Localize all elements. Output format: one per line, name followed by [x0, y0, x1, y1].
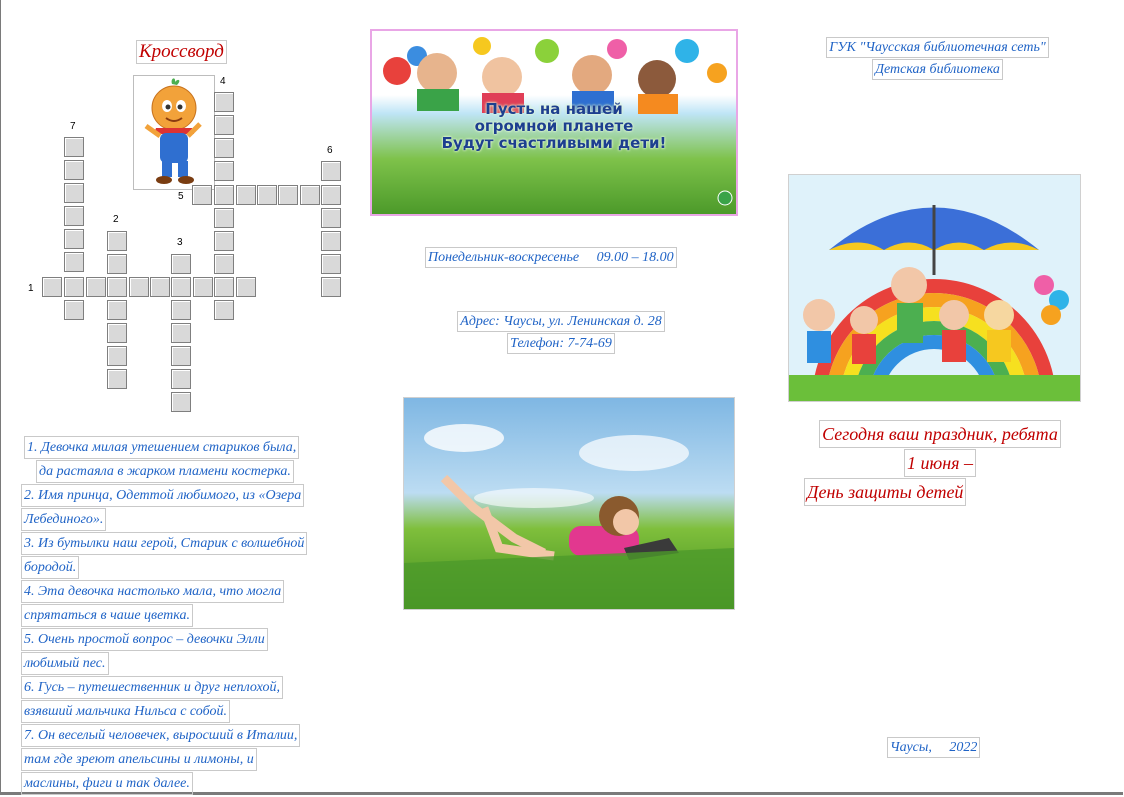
crossword-cell[interactable]	[107, 254, 127, 274]
crossword-cell[interactable]	[64, 229, 84, 249]
crossword-cell[interactable]	[192, 185, 212, 205]
crossword-cell[interactable]	[236, 277, 256, 297]
clue-line: маслины, фиги и так далее.	[21, 772, 193, 795]
crossword-cell[interactable]	[171, 277, 191, 297]
clue-number-7: 7	[70, 121, 76, 132]
crossword-clues	[21, 436, 361, 796]
clue-number-6: 6	[327, 145, 333, 156]
crossword-cell[interactable]	[321, 231, 341, 251]
crossword-cell[interactable]	[107, 277, 127, 297]
crossword-cell[interactable]	[214, 115, 234, 135]
crossword-cell[interactable]	[171, 300, 191, 320]
crossword-cell[interactable]	[107, 231, 127, 251]
banner-caption	[372, 101, 736, 152]
crossword-cell[interactable]	[214, 254, 234, 274]
clue-number-4: 4	[220, 76, 226, 87]
crossword-cell[interactable]	[278, 185, 298, 205]
library-name: Детская библиотека	[872, 59, 1003, 80]
onion-boy-illustration	[133, 75, 215, 190]
holiday-line-3: День защиты детей	[804, 478, 966, 506]
crossword-cell[interactable]	[214, 92, 234, 112]
crossword-cell[interactable]	[214, 277, 234, 297]
crossword-cell[interactable]	[64, 252, 84, 272]
crossword-cell[interactable]	[64, 137, 84, 157]
crossword-cell[interactable]	[129, 277, 149, 297]
crossword-cell[interactable]	[171, 392, 191, 412]
banner-line-3: Будут счастливыми дети!	[441, 134, 667, 152]
crossword-cell[interactable]	[64, 277, 84, 297]
crossword-cell[interactable]	[214, 300, 234, 320]
crossword-cell[interactable]	[86, 277, 106, 297]
clue-line: 4. Эта девочка настолько мала, что могла	[21, 580, 284, 603]
holiday-line-1: Сегодня ваш праздник, ребята	[819, 420, 1061, 448]
crossword-cell[interactable]	[171, 346, 191, 366]
crossword-cell[interactable]	[257, 185, 277, 205]
footer-city-year: Чаусы, 2022	[887, 737, 980, 759]
crossword-cell[interactable]	[64, 160, 84, 180]
crossword-cell[interactable]	[321, 277, 341, 297]
crossword-cell[interactable]	[42, 277, 62, 297]
holiday-greeting	[800, 420, 1080, 507]
crossword-cell[interactable]	[321, 208, 341, 228]
crossword-cell[interactable]	[321, 185, 341, 205]
clue-line: 6. Гусь – путешественник и друг неплохой,	[21, 676, 283, 699]
crossword-cell[interactable]	[107, 369, 127, 389]
clue-line: 3. Из бутылки наш герой, Старик с волшебной	[21, 532, 307, 555]
clue-line: Лебединого».	[21, 508, 106, 531]
crossword-cell[interactable]	[64, 300, 84, 320]
clue-line: бородой.	[21, 556, 79, 579]
banner-line-1: Пусть на нашей	[485, 100, 623, 118]
clue-number-2: 2	[113, 214, 119, 225]
clue-line: 2. Имя принца, Одеттой любимого, из «Озера	[21, 484, 304, 507]
address-line: Адрес: Чаусы, ул. Ленинская д. 28	[457, 311, 664, 332]
crossword-cell[interactable]	[107, 346, 127, 366]
crossword-cell[interactable]	[214, 138, 234, 158]
clue-number-1: 1	[28, 283, 34, 294]
crossword-cell[interactable]	[171, 323, 191, 343]
crossword-cell[interactable]	[107, 300, 127, 320]
crossword-cell[interactable]	[214, 208, 234, 228]
hours-days: Понедельник-воскресенье	[428, 250, 580, 265]
hours-time: 09.00 – 18.00	[596, 250, 674, 265]
crossword-cell[interactable]	[171, 254, 191, 274]
crossword-cell[interactable]	[214, 231, 234, 251]
crossword-cell[interactable]	[150, 277, 170, 297]
crossword-cell[interactable]	[64, 206, 84, 226]
opening-hours	[425, 247, 677, 269]
clue-line: там где зреют апельсины и лимоны, и	[21, 748, 257, 771]
crossword-cell[interactable]	[321, 161, 341, 181]
clue-line: да растаяла в жарком пламени костерка.	[36, 460, 294, 483]
crossword-title: Кроссворд	[136, 40, 227, 65]
clue-line: любимый пес.	[21, 652, 109, 675]
crossword-cell[interactable]	[321, 254, 341, 274]
clue-number-3: 3	[177, 237, 183, 248]
library-org: ГУК "Чаусская библиотечная сеть"	[826, 37, 1048, 58]
clue-line: 7. Он веселый человечек, выросший в Италии,	[21, 724, 300, 747]
clue-line: спрятаться в чаше цветка.	[21, 604, 193, 627]
banner-line-2: огромной планете	[474, 117, 634, 135]
crossword-cell[interactable]	[171, 369, 191, 389]
clue-line: 5. Очень простой вопрос – девочки Элли	[21, 628, 268, 651]
children-banner-photo	[370, 29, 738, 216]
clue-line: 1. Девочка милая утешением стариков была,	[24, 436, 299, 459]
library-header	[800, 37, 1075, 81]
clue-number-5: 5	[178, 191, 184, 202]
holiday-line-2: 1 июня –	[904, 449, 976, 477]
address-block	[416, 311, 706, 355]
crossword-cell[interactable]	[214, 185, 234, 205]
crossword-cell[interactable]	[107, 323, 127, 343]
crossword-cell[interactable]	[193, 277, 213, 297]
crossword-cell[interactable]	[300, 185, 320, 205]
girl-reading-photo	[403, 397, 735, 610]
crossword-cell[interactable]	[214, 161, 234, 181]
children-umbrella-rainbow-illustration	[788, 174, 1081, 402]
clue-line: взявший мальчика Нильса с собой.	[21, 700, 230, 723]
phone-line: Телефон: 7-74-69	[507, 333, 615, 354]
crossword-cell[interactable]	[64, 183, 84, 203]
crossword-cell[interactable]	[236, 185, 256, 205]
